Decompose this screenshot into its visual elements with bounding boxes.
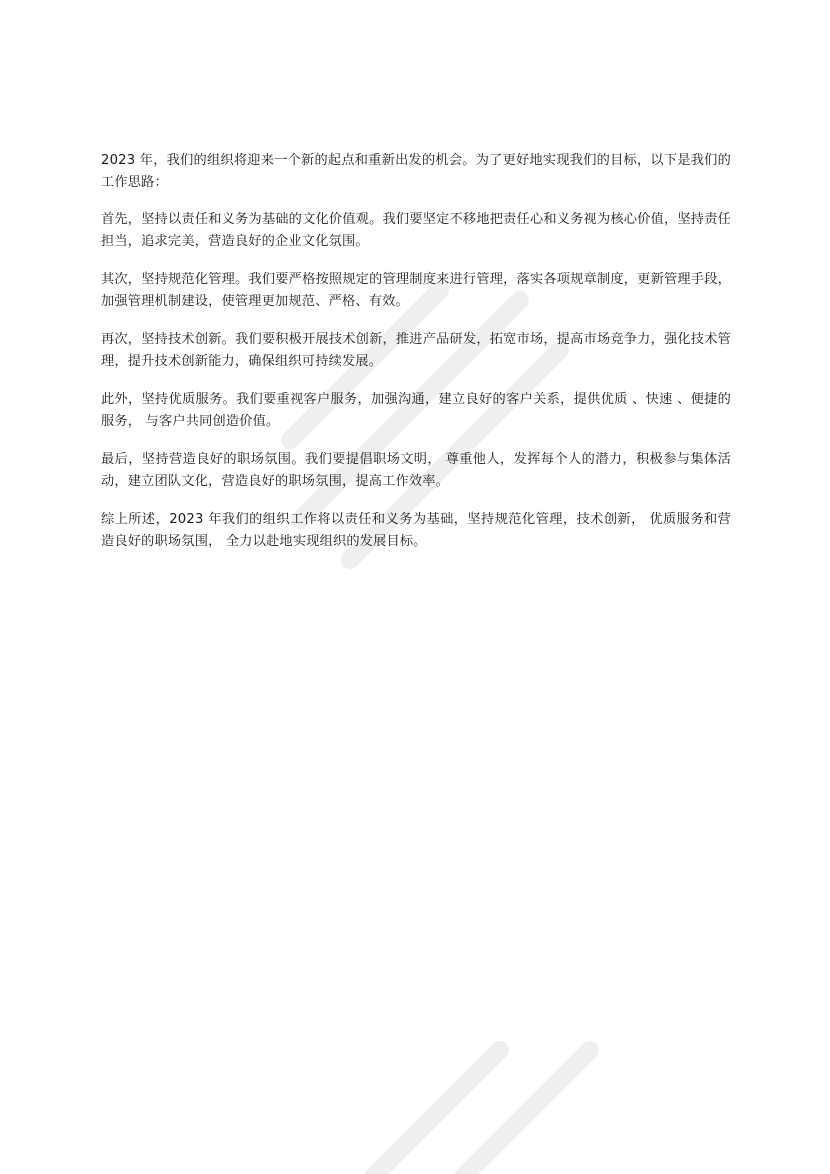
paragraph-summary: 综上所述，2023 年我们的组织工作将以责任和义务为基础，坚持规范化管理，技术创新， 优质服务和营造良好的职场氛围， 全力以赴地实现组织的发展目标。 <box>101 512 731 549</box>
paragraph-third-point: 再次，坚持技术创新。我们要积极开展技术创新，推进产品研发，拓宽市场，提高市场竞争力，强化技术管理，提升技术创新能力，确保组织可持续发展。 <box>101 332 731 369</box>
paragraph-intro: 2023 年，我们的组织将迎来一个新的起点和重新出发的机会。为了更好地实现我们的目标，以下是我们的工作思路： <box>101 153 731 190</box>
document-body <box>101 150 731 569</box>
paragraph-fifth-point: 最后，坚持营造良好的职场氛围。我们要提倡职场文明， 尊重他人，发挥每个人的潜力，积极参与集体活动，建立团队文化，营造良好的职场氛围，提高工作效率。 <box>101 452 731 489</box>
watermark-logo-bottom <box>300 1010 620 1174</box>
paragraph-fourth-point: 此外，坚持优质服务。我们要重视客户服务，加强沟通，建立良好的客户关系，提供优质 、快速 、便捷的服务， 与客户共同创造价值。 <box>101 392 731 429</box>
paragraph-second-point: 其次，坚持规范化管理。我们要严格按照规定的管理制度来进行管理，落实各项规章制度，更新管理手段，加强管理机制建设，使管理更加规范、严格、有效。 <box>101 272 731 309</box>
paragraph-first-point: 首先，坚持以责任和义务为基础的文化价值观。我们要坚定不移地把责任心和义务视为核心价值，坚持责任担当，追求完美，营造良好的企业文化氛围。 <box>101 212 731 249</box>
